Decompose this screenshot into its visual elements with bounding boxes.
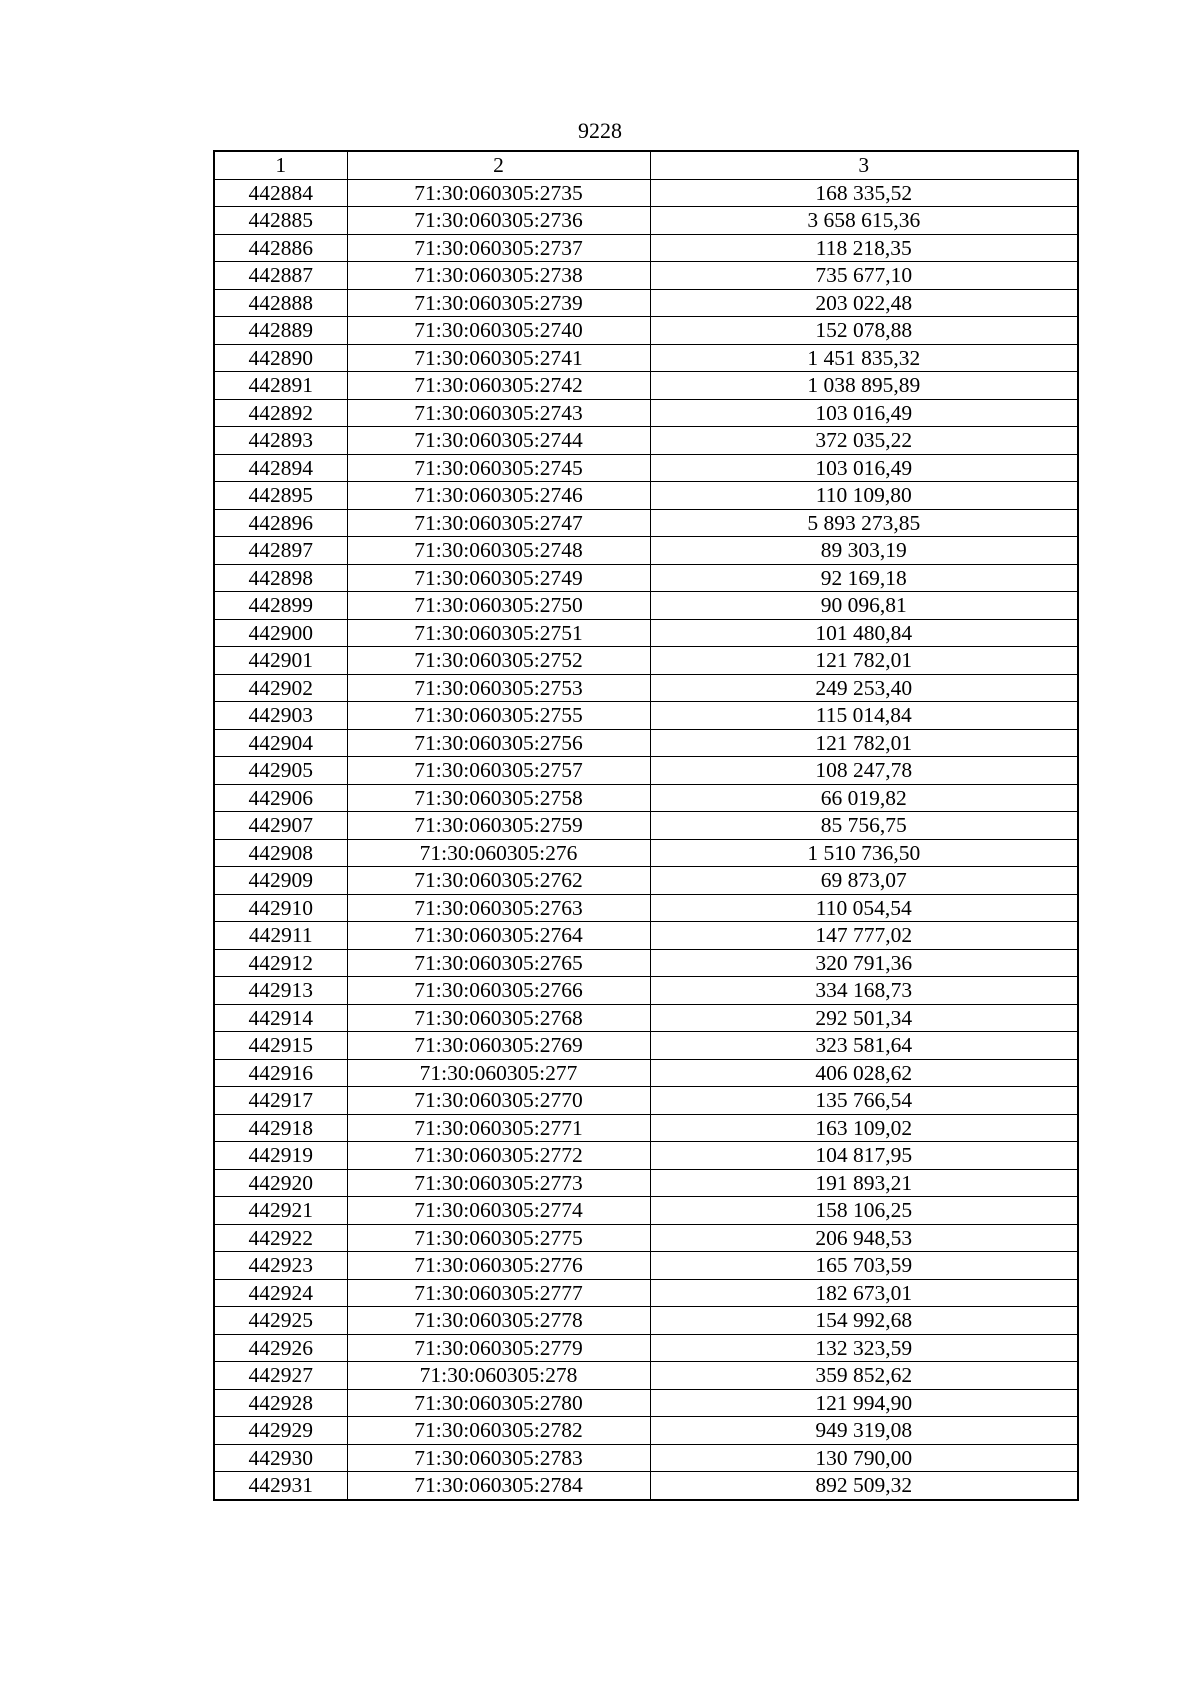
table-row [214, 317, 1078, 345]
value-cell: 892 509,32 [650, 1472, 1078, 1500]
value-cell: 103 016,49 [650, 399, 1078, 427]
value-cell: 110 109,80 [650, 482, 1078, 510]
table-row [214, 179, 1078, 207]
row-number-cell: 442891 [214, 372, 347, 400]
table-row [214, 1059, 1078, 1087]
value-cell: 292 501,34 [650, 1004, 1078, 1032]
row-number-cell: 442909 [214, 867, 347, 895]
cadastral-number-cell: 71:30:060305:2743 [347, 399, 650, 427]
row-number-cell: 442902 [214, 674, 347, 702]
value-cell: 92 169,18 [650, 564, 1078, 592]
value-cell: 132 323,59 [650, 1334, 1078, 1362]
cadastral-number-cell: 71:30:060305:2774 [347, 1197, 650, 1225]
table-row [214, 289, 1078, 317]
row-number-cell: 442908 [214, 839, 347, 867]
cadastral-number-cell: 71:30:060305:278 [347, 1362, 650, 1390]
row-number-cell: 442916 [214, 1059, 347, 1087]
cadastral-number-cell: 71:30:060305:2762 [347, 867, 650, 895]
row-number-cell: 442903 [214, 702, 347, 730]
cadastral-number-cell: 71:30:060305:277 [347, 1059, 650, 1087]
value-cell: 163 109,02 [650, 1114, 1078, 1142]
table-row [214, 1362, 1078, 1390]
cadastral-number-cell: 71:30:060305:2739 [347, 289, 650, 317]
table-row [214, 509, 1078, 537]
table-row [214, 784, 1078, 812]
table-row [214, 1224, 1078, 1252]
value-cell: 406 028,62 [650, 1059, 1078, 1087]
cadastral-number-cell: 71:30:060305:2752 [347, 647, 650, 675]
table-row [214, 1114, 1078, 1142]
value-cell: 165 703,59 [650, 1252, 1078, 1280]
table-row [214, 1142, 1078, 1170]
table-row [214, 812, 1078, 840]
table-row [214, 1279, 1078, 1307]
row-number-cell: 442927 [214, 1362, 347, 1390]
row-number-cell: 442915 [214, 1032, 347, 1060]
row-number-cell: 442893 [214, 427, 347, 455]
table-row [214, 949, 1078, 977]
table-row [214, 207, 1078, 235]
cadastral-number-cell: 71:30:060305:2753 [347, 674, 650, 702]
value-cell: 154 992,68 [650, 1307, 1078, 1335]
value-cell: 118 218,35 [650, 234, 1078, 262]
table-row [214, 1169, 1078, 1197]
value-cell: 949 319,08 [650, 1417, 1078, 1445]
row-number-cell: 442917 [214, 1087, 347, 1115]
row-number-cell: 442928 [214, 1389, 347, 1417]
row-number-cell: 442901 [214, 647, 347, 675]
value-cell: 115 014,84 [650, 702, 1078, 730]
table-row [214, 482, 1078, 510]
table-row [214, 1032, 1078, 1060]
table-row [214, 372, 1078, 400]
data-table [213, 150, 1079, 1501]
value-cell: 191 893,21 [650, 1169, 1078, 1197]
value-cell: 334 168,73 [650, 977, 1078, 1005]
row-number-cell: 442929 [214, 1417, 347, 1445]
row-number-cell: 442892 [214, 399, 347, 427]
row-number-cell: 442887 [214, 262, 347, 290]
row-number-cell: 442922 [214, 1224, 347, 1252]
value-cell: 359 852,62 [650, 1362, 1078, 1390]
value-cell: 130 790,00 [650, 1444, 1078, 1472]
cadastral-number-cell: 71:30:060305:2783 [347, 1444, 650, 1472]
value-cell: 152 078,88 [650, 317, 1078, 345]
column-header-3: 3 [650, 151, 1078, 179]
row-number-cell: 442888 [214, 289, 347, 317]
cadastral-number-cell: 71:30:060305:2759 [347, 812, 650, 840]
table-row [214, 1307, 1078, 1335]
row-number-cell: 442931 [214, 1472, 347, 1500]
table-row [214, 619, 1078, 647]
value-cell: 121 782,01 [650, 729, 1078, 757]
table-row [214, 454, 1078, 482]
value-cell: 121 782,01 [650, 647, 1078, 675]
table-row [214, 262, 1078, 290]
value-cell: 323 581,64 [650, 1032, 1078, 1060]
cadastral-number-cell: 71:30:060305:2776 [347, 1252, 650, 1280]
value-cell: 182 673,01 [650, 1279, 1078, 1307]
cadastral-number-cell: 71:30:060305:2756 [347, 729, 650, 757]
cadastral-number-cell: 71:30:060305:2738 [347, 262, 650, 290]
cadastral-number-cell: 71:30:060305:2741 [347, 344, 650, 372]
table-row [214, 344, 1078, 372]
value-cell: 135 766,54 [650, 1087, 1078, 1115]
cadastral-number-cell: 71:30:060305:2777 [347, 1279, 650, 1307]
cadastral-number-cell: 71:30:060305:2751 [347, 619, 650, 647]
row-number-cell: 442912 [214, 949, 347, 977]
table-body [214, 179, 1078, 1500]
cadastral-number-cell: 71:30:060305:2770 [347, 1087, 650, 1115]
table-row [214, 839, 1078, 867]
cadastral-number-cell: 71:30:060305:2750 [347, 592, 650, 620]
row-number-cell: 442924 [214, 1279, 347, 1307]
cadastral-number-cell: 71:30:060305:2736 [347, 207, 650, 235]
cadastral-number-cell: 71:30:060305:2758 [347, 784, 650, 812]
cadastral-number-cell: 71:30:060305:2782 [347, 1417, 650, 1445]
value-cell: 1 510 736,50 [650, 839, 1078, 867]
value-cell: 168 335,52 [650, 179, 1078, 207]
row-number-cell: 442920 [214, 1169, 347, 1197]
cadastral-number-cell: 71:30:060305:2766 [347, 977, 650, 1005]
row-number-cell: 442905 [214, 757, 347, 785]
value-cell: 69 873,07 [650, 867, 1078, 895]
cadastral-number-cell: 71:30:060305:2769 [347, 1032, 650, 1060]
cadastral-number-cell: 71:30:060305:2749 [347, 564, 650, 592]
value-cell: 249 253,40 [650, 674, 1078, 702]
column-header-1: 1 [214, 151, 347, 179]
row-number-cell: 442921 [214, 1197, 347, 1225]
table-header [214, 151, 1078, 179]
row-number-cell: 442890 [214, 344, 347, 372]
cadastral-number-cell: 71:30:060305:2747 [347, 509, 650, 537]
value-cell: 203 022,48 [650, 289, 1078, 317]
table-row [214, 427, 1078, 455]
cadastral-number-cell: 71:30:060305:2735 [347, 179, 650, 207]
row-number-cell: 442884 [214, 179, 347, 207]
cadastral-number-cell: 71:30:060305:2768 [347, 1004, 650, 1032]
row-number-cell: 442889 [214, 317, 347, 345]
cadastral-number-cell: 71:30:060305:2765 [347, 949, 650, 977]
row-number-cell: 442907 [214, 812, 347, 840]
value-cell: 372 035,22 [650, 427, 1078, 455]
table-row [214, 1087, 1078, 1115]
table-row [214, 977, 1078, 1005]
cadastral-number-cell: 71:30:060305:2764 [347, 922, 650, 950]
row-number-cell: 442918 [214, 1114, 347, 1142]
cadastral-number-cell: 71:30:060305:2744 [347, 427, 650, 455]
cadastral-number-cell: 71:30:060305:276 [347, 839, 650, 867]
cadastral-number-cell: 71:30:060305:2771 [347, 1114, 650, 1142]
cadastral-number-cell: 71:30:060305:2745 [347, 454, 650, 482]
table-row [214, 564, 1078, 592]
value-cell: 5 893 273,85 [650, 509, 1078, 537]
cadastral-number-cell: 71:30:060305:2742 [347, 372, 650, 400]
cadastral-number-cell: 71:30:060305:2778 [347, 1307, 650, 1335]
value-cell: 121 994,90 [650, 1389, 1078, 1417]
row-number-cell: 442913 [214, 977, 347, 1005]
cadastral-number-cell: 71:30:060305:2772 [347, 1142, 650, 1170]
cadastral-number-cell: 71:30:060305:2746 [347, 482, 650, 510]
cadastral-number-cell: 71:30:060305:2737 [347, 234, 650, 262]
table-row [214, 867, 1078, 895]
value-cell: 90 096,81 [650, 592, 1078, 620]
row-number-cell: 442925 [214, 1307, 347, 1335]
cadastral-number-cell: 71:30:060305:2763 [347, 894, 650, 922]
page-number: 9228 [578, 118, 622, 143]
value-cell: 3 658 615,36 [650, 207, 1078, 235]
table-row [214, 1444, 1078, 1472]
value-cell: 85 756,75 [650, 812, 1078, 840]
table-row [214, 1334, 1078, 1362]
table-row [214, 399, 1078, 427]
row-number-cell: 442896 [214, 509, 347, 537]
value-cell: 103 016,49 [650, 454, 1078, 482]
row-number-cell: 442885 [214, 207, 347, 235]
row-number-cell: 442923 [214, 1252, 347, 1280]
row-number-cell: 442911 [214, 922, 347, 950]
table-row [214, 702, 1078, 730]
table-row [214, 922, 1078, 950]
cadastral-number-cell: 71:30:060305:2755 [347, 702, 650, 730]
table-row [214, 234, 1078, 262]
table-row [214, 1417, 1078, 1445]
table-row [214, 1389, 1078, 1417]
value-cell: 101 480,84 [650, 619, 1078, 647]
table-row [214, 1004, 1078, 1032]
value-cell: 735 677,10 [650, 262, 1078, 290]
table-row [214, 674, 1078, 702]
row-number-cell: 442895 [214, 482, 347, 510]
row-number-cell: 442897 [214, 537, 347, 565]
value-cell: 1 451 835,32 [650, 344, 1078, 372]
row-number-cell: 442898 [214, 564, 347, 592]
row-number-cell: 442906 [214, 784, 347, 812]
table-row [214, 1197, 1078, 1225]
table-row [214, 894, 1078, 922]
table-row [214, 729, 1078, 757]
row-number-cell: 442926 [214, 1334, 347, 1362]
table-row [214, 1252, 1078, 1280]
row-number-cell: 442886 [214, 234, 347, 262]
row-number-cell: 442900 [214, 619, 347, 647]
cadastral-number-cell: 71:30:060305:2740 [347, 317, 650, 345]
table-row [214, 647, 1078, 675]
value-cell: 66 019,82 [650, 784, 1078, 812]
row-number-cell: 442914 [214, 1004, 347, 1032]
cadastral-number-cell: 71:30:060305:2775 [347, 1224, 650, 1252]
value-cell: 110 054,54 [650, 894, 1078, 922]
cadastral-number-cell: 71:30:060305:2784 [347, 1472, 650, 1500]
cadastral-number-cell: 71:30:060305:2779 [347, 1334, 650, 1362]
row-number-cell: 442919 [214, 1142, 347, 1170]
table-row [214, 757, 1078, 785]
row-number-cell: 442930 [214, 1444, 347, 1472]
value-cell: 320 791,36 [650, 949, 1078, 977]
row-number-cell: 442894 [214, 454, 347, 482]
cadastral-number-cell: 71:30:060305:2773 [347, 1169, 650, 1197]
table-row [214, 1472, 1078, 1500]
row-number-cell: 442899 [214, 592, 347, 620]
value-cell: 1 038 895,89 [650, 372, 1078, 400]
cadastral-number-cell: 71:30:060305:2780 [347, 1389, 650, 1417]
value-cell: 89 303,19 [650, 537, 1078, 565]
value-cell: 147 777,02 [650, 922, 1078, 950]
value-cell: 206 948,53 [650, 1224, 1078, 1252]
value-cell: 104 817,95 [650, 1142, 1078, 1170]
cadastral-number-cell: 71:30:060305:2757 [347, 757, 650, 785]
column-header-2: 2 [347, 151, 650, 179]
value-cell: 158 106,25 [650, 1197, 1078, 1225]
value-cell: 108 247,78 [650, 757, 1078, 785]
row-number-cell: 442910 [214, 894, 347, 922]
header-row [214, 151, 1078, 179]
cadastral-number-cell: 71:30:060305:2748 [347, 537, 650, 565]
table-row [214, 592, 1078, 620]
table-row [214, 537, 1078, 565]
row-number-cell: 442904 [214, 729, 347, 757]
